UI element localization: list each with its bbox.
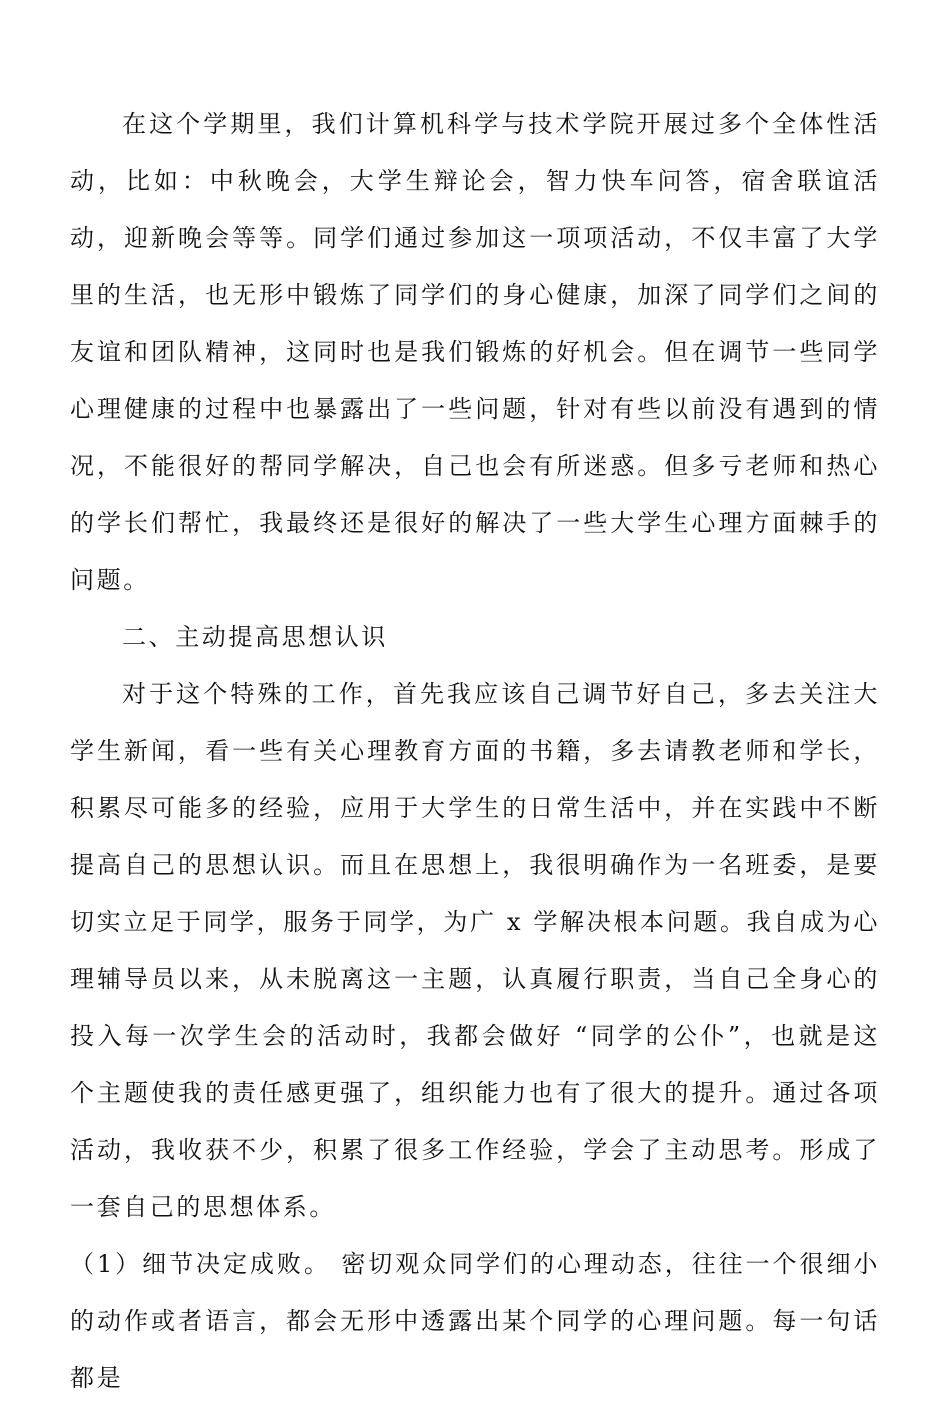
paragraph-activities: 在这个学期里，我们计算机科学与技术学院开展过多个全体性活动，比如：中秋晚会，大学生辩论会，智力快车问答，宿舍联谊活动，迎新晚会等等。同学们通过参加这一项项活动，不仅丰富了大学里的生活，也无形中锻炼了同学们的身心健康，加深了同学们之间的友谊和团队精神，这同时也是我们锻炼的好机会。但在调节一些同学心理健康的过程中也暴露出了一些问题，针对有些以前没有遇到的情况，不能很好的帮同学解决，自己也会有所迷惑。但多亏老师和热心的学长们帮忙，我最终还是很好的解决了一些大学生心理方面棘手的问题。 bbox=[70, 110, 880, 594]
paragraph-details: （1）细节决定成败。 密切观众同学们的心理动态，往往一个很细小的动作或者语言，都会无形中透露出某个同学的心理问题。每一句话都是 bbox=[70, 1250, 880, 1392]
paragraph-thought: 对于这个特殊的工作，首先我应该自己调节好自己，多去关注大学生新闻，看一些有关心理教育方面的书籍，多去请教老师和学长，积累尽可能多的经验，应用于大学生的日常生活中，并在实践中不断提高自己的思想认识。而且在思想上，我很明确作为一名班委，是要切实立足于同学，服务于同学，为广 x 学解决根本问题。我自成为心理辅导员以来，从未脱离这一主题，认真履行职责，当自己全身心的投入每一次学生会的活动时，我都会做好 “同学的公仆”，也就是这个主题使我的责任感更强了，组织能力也有了很大的提升。通过各项活动，我收获不少，积累了很多工作经验，学会了主动思考。形成了一套自己的思想体系。 bbox=[70, 680, 880, 1221]
section-heading-thought: 二、主动提高思想认识 bbox=[122, 623, 388, 651]
